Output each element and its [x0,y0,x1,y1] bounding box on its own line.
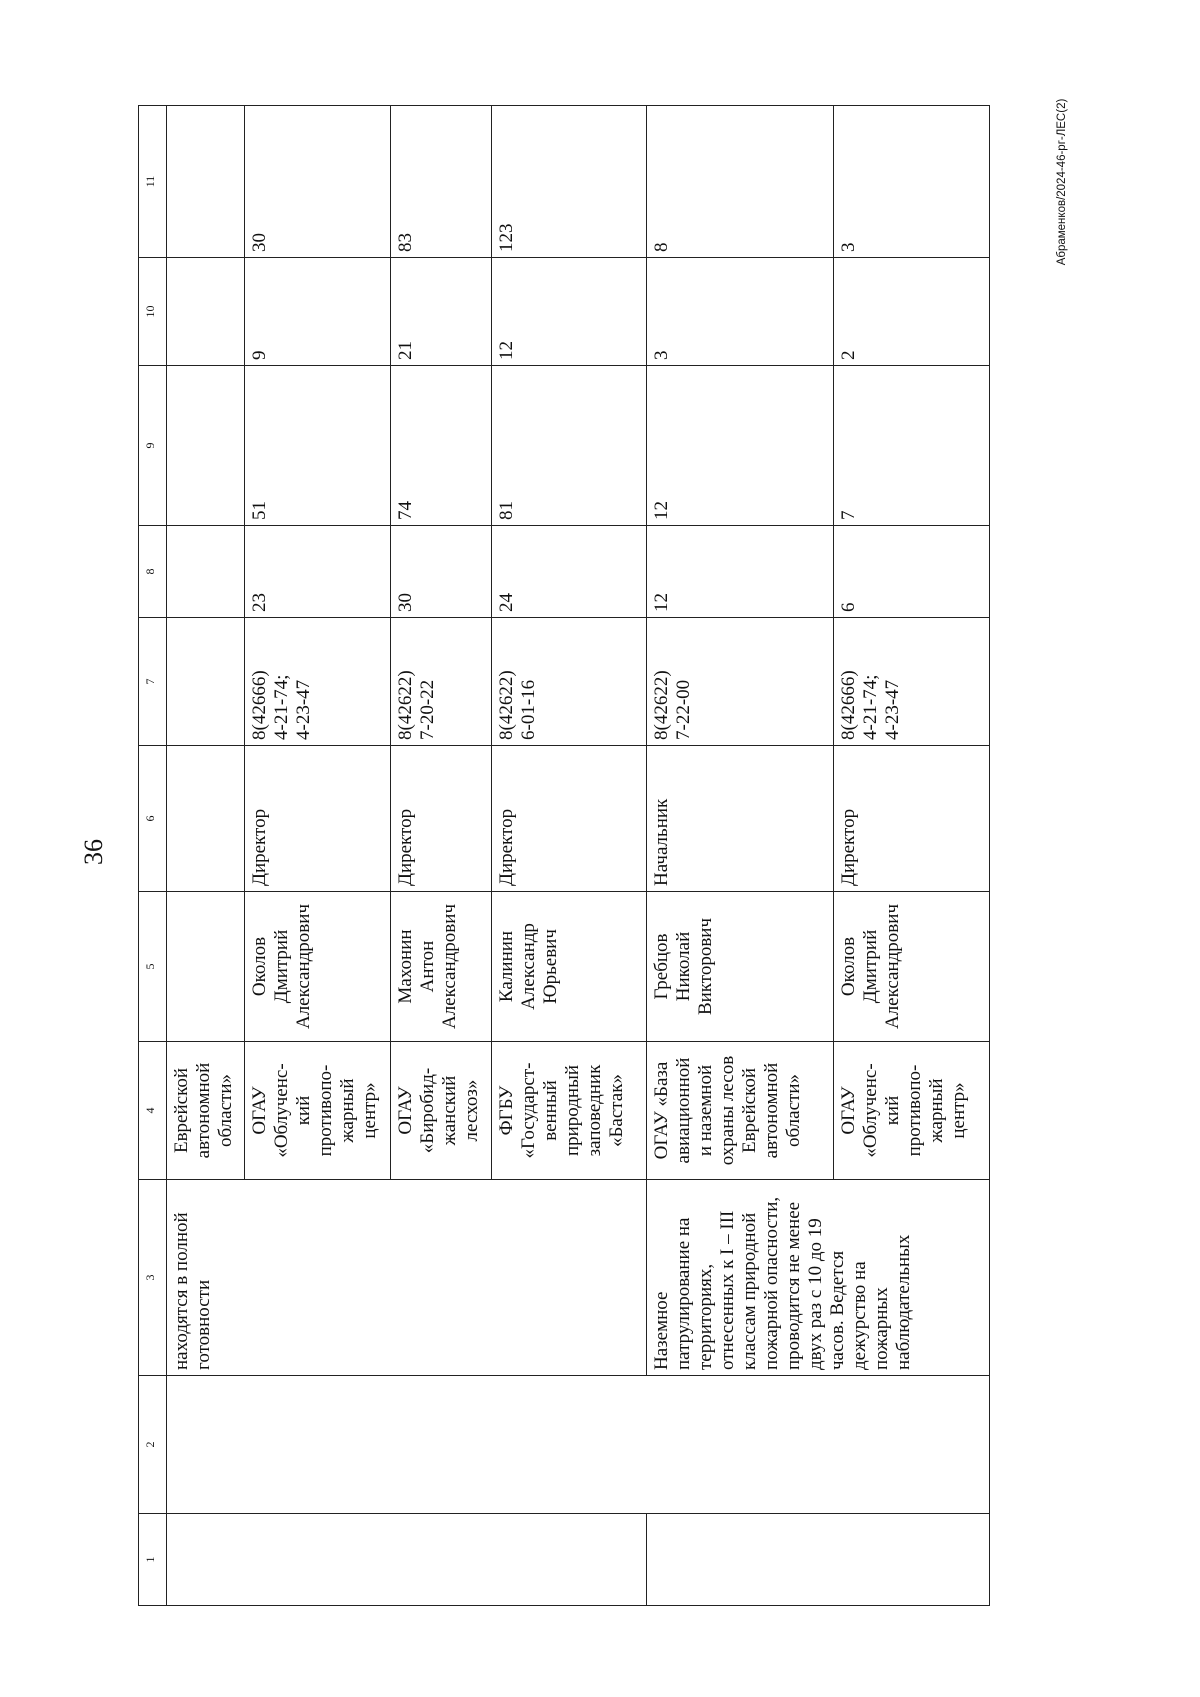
cell-col11-value: 123 [491,106,647,258]
cell-text-line: 8(42622) [651,670,673,740]
cell-text-line: Еврейской [171,1067,193,1154]
cell-organization [491,1042,647,1180]
cell-text-line: «Облученс- [860,1063,882,1158]
cell-col9-value: 51 [244,366,390,526]
cell-col1 [167,1514,647,1606]
column-number: 2 [139,1376,167,1514]
cell-position [244,746,390,892]
cell-col9-value: 12 [647,366,834,526]
cell-position [647,746,834,892]
column-number: 1 [139,1514,167,1606]
cell-position [391,746,492,892]
cell-text-line: двух раз с 10 до 19 [805,1218,827,1370]
cell-text-line: Александрович [439,903,461,1030]
cell-col11-value: 83 [391,106,492,258]
cell-text-line: 8(42622) [395,670,417,740]
cell-text-line: Александрович [882,903,904,1030]
cell-text-line: пожарной опасности, [761,1196,783,1370]
register-table [138,105,990,1606]
cell-text-line: Наземное [651,1291,673,1370]
cell-col10-value [167,258,245,366]
cell-text-line: Околов [248,936,270,997]
cell-text-line: ОГАУ «База [651,1061,673,1160]
cell-text-line: Директор [395,808,417,886]
cell-text-line: Антон [417,940,439,993]
cell-text-line: 4-21-74; [860,674,882,740]
table-row [167,106,245,1606]
cell-text-line: пожарных [871,1287,893,1370]
cell-text-line: кий [882,1095,904,1126]
cell-text-line: Директор [838,808,860,886]
cell-phone [244,618,390,746]
rotated-table-container [138,106,990,1606]
cell-col10-value: 12 [491,258,647,366]
cell-text-line: Николай [673,931,695,1002]
cell-text-line: проводится не менее [783,1201,805,1370]
column-number: 10 [139,258,167,366]
cell-text-line: Дмитрий [270,929,292,1004]
cell-text-line: ФГБУ [495,1085,517,1136]
cell-text-line: автономной [761,1062,783,1159]
cell-col8-value: 23 [244,526,390,618]
cell-text-line: венный [539,1080,561,1141]
cell-col8-value: 24 [491,526,647,618]
cell-text-line: 8(42622) [495,670,517,740]
cell-col9-value: 81 [491,366,647,526]
cell-text-line: 4-23-47 [292,679,314,740]
cell-col8-value: 30 [391,526,492,618]
cell-text-line: 4-23-47 [882,679,904,740]
cell-text-line: противопо- [904,1064,926,1157]
cell-text-line: Гребцов [651,933,673,1000]
cell-text-line: 6-01-16 [517,679,539,740]
cell-text-line: ОГАУ [248,1086,270,1135]
cell-text-line: жанский [439,1075,461,1146]
cell-text-line: заповедник [583,1064,605,1157]
cell-text-line: часов. Ведется [827,1250,849,1370]
cell-text-line: дежурство на [849,1261,871,1370]
cell-text-line: природный [561,1064,583,1157]
cell-phone [167,618,245,746]
column-number: 6 [139,746,167,892]
cell-col2 [167,1376,990,1514]
cell-text-line: Александрович [292,903,314,1030]
cell-col11-value: 8 [647,106,834,258]
cell-text-line: патрулирование на [673,1217,695,1370]
cell-text-line: Директор [248,808,270,886]
cell-text-line: авиационной [673,1057,695,1164]
cell-text-line: центр» [358,1082,380,1139]
cell-text-line: лесхоз» [461,1079,483,1142]
column-number: 9 [139,366,167,526]
cell-text-line: области» [783,1074,805,1148]
cell-col8-value: 6 [834,526,990,618]
cell-col8-value: 12 [647,526,834,618]
column-number: 4 [139,1042,167,1180]
cell-phone [391,618,492,746]
cell-text-line: Директор [495,808,517,886]
cell-phone [491,618,647,746]
cell-text-line: 8(42666) [838,670,860,740]
cell-col10-value: 3 [647,258,834,366]
column-number: 5 [139,892,167,1042]
cell-text-line: противопо- [314,1064,336,1157]
cell-text-line: 4-21-74; [270,674,292,740]
cell-col1 [647,1514,990,1606]
cell-col11-value [167,106,245,258]
cell-col9-value: 74 [391,366,492,526]
cell-text-line: ОГАУ [838,1086,860,1135]
cell-col9-value [167,366,245,526]
cell-col10-value: 21 [391,258,492,366]
cell-text-line: отнесенных к I – III [717,1210,739,1370]
cell-text-line: ОГАУ [395,1086,417,1135]
cell-text-line: «Облученс- [270,1063,292,1158]
cell-text-line: и наземной [695,1064,717,1157]
cell-text-line: готовности [193,1279,215,1370]
cell-responsible-person [391,892,492,1042]
cell-text-line: Начальник [651,798,673,886]
cell-text-line: Махонин [395,929,417,1004]
cell-text-line: Дмитрий [860,929,882,1004]
cell-position [167,746,245,892]
cell-text-line: 7-22-00 [673,679,695,740]
cell-responsible-person [244,892,390,1042]
cell-activity [167,1180,647,1376]
cell-position [491,746,647,892]
cell-text-line: территориях, [695,1263,717,1370]
cell-organization [647,1042,834,1180]
cell-text-line: Александр [517,923,539,1010]
column-number: 8 [139,526,167,618]
cell-col10-value: 2 [834,258,990,366]
cell-col9-value: 7 [834,366,990,526]
column-number-row [139,106,167,1606]
cell-responsible-person [491,892,647,1042]
cell-text-line: охраны лесов [717,1055,739,1166]
cell-organization [391,1042,492,1180]
cell-activity [647,1180,990,1376]
cell-phone [647,618,834,746]
cell-text-line: жарный [926,1078,948,1143]
cell-text-line: центр» [948,1082,970,1139]
cell-phone [834,618,990,746]
cell-col10-value: 9 [244,258,390,366]
cell-text-line: области» [215,1074,237,1148]
cell-text-line: Околов [838,936,860,997]
page-number: 36 [79,839,108,865]
document-reference-text: Абраменков/2024-46-рг-ЛЕС(2) [1056,98,1068,266]
cell-text-line: классам природной [739,1212,761,1370]
cell-text-line: «Биробид- [417,1067,439,1154]
cell-text-line: наблюдательных [893,1234,915,1370]
column-number: 11 [139,106,167,258]
cell-text-line: автономной [193,1062,215,1159]
cell-text-line: «Государст- [517,1062,539,1159]
cell-text-line: 7-20-22 [417,679,439,740]
cell-responsible-person [647,892,834,1042]
column-number: 3 [139,1180,167,1376]
cell-responsible-person [834,892,990,1042]
cell-col11-value: 3 [834,106,990,258]
cell-text-line: кий [292,1095,314,1126]
cell-text-line: жарный [336,1078,358,1143]
cell-col11-value: 30 [244,106,390,258]
cell-text-line: находятся в полной [171,1212,193,1370]
cell-responsible-person [167,892,245,1042]
cell-text-line: Еврейской [739,1067,761,1154]
cell-text-line: Викторович [695,917,717,1016]
cell-text-line: Юрьевич [539,929,561,1004]
cell-position [834,746,990,892]
cell-text-line: Калинин [495,930,517,1003]
column-number: 7 [139,618,167,746]
cell-text-line: «Бастак» [605,1074,627,1147]
cell-organization [244,1042,390,1180]
cell-col8-value [167,526,245,618]
cell-text-line: 8(42666) [248,670,270,740]
cell-organization [167,1042,245,1180]
cell-organization [834,1042,990,1180]
